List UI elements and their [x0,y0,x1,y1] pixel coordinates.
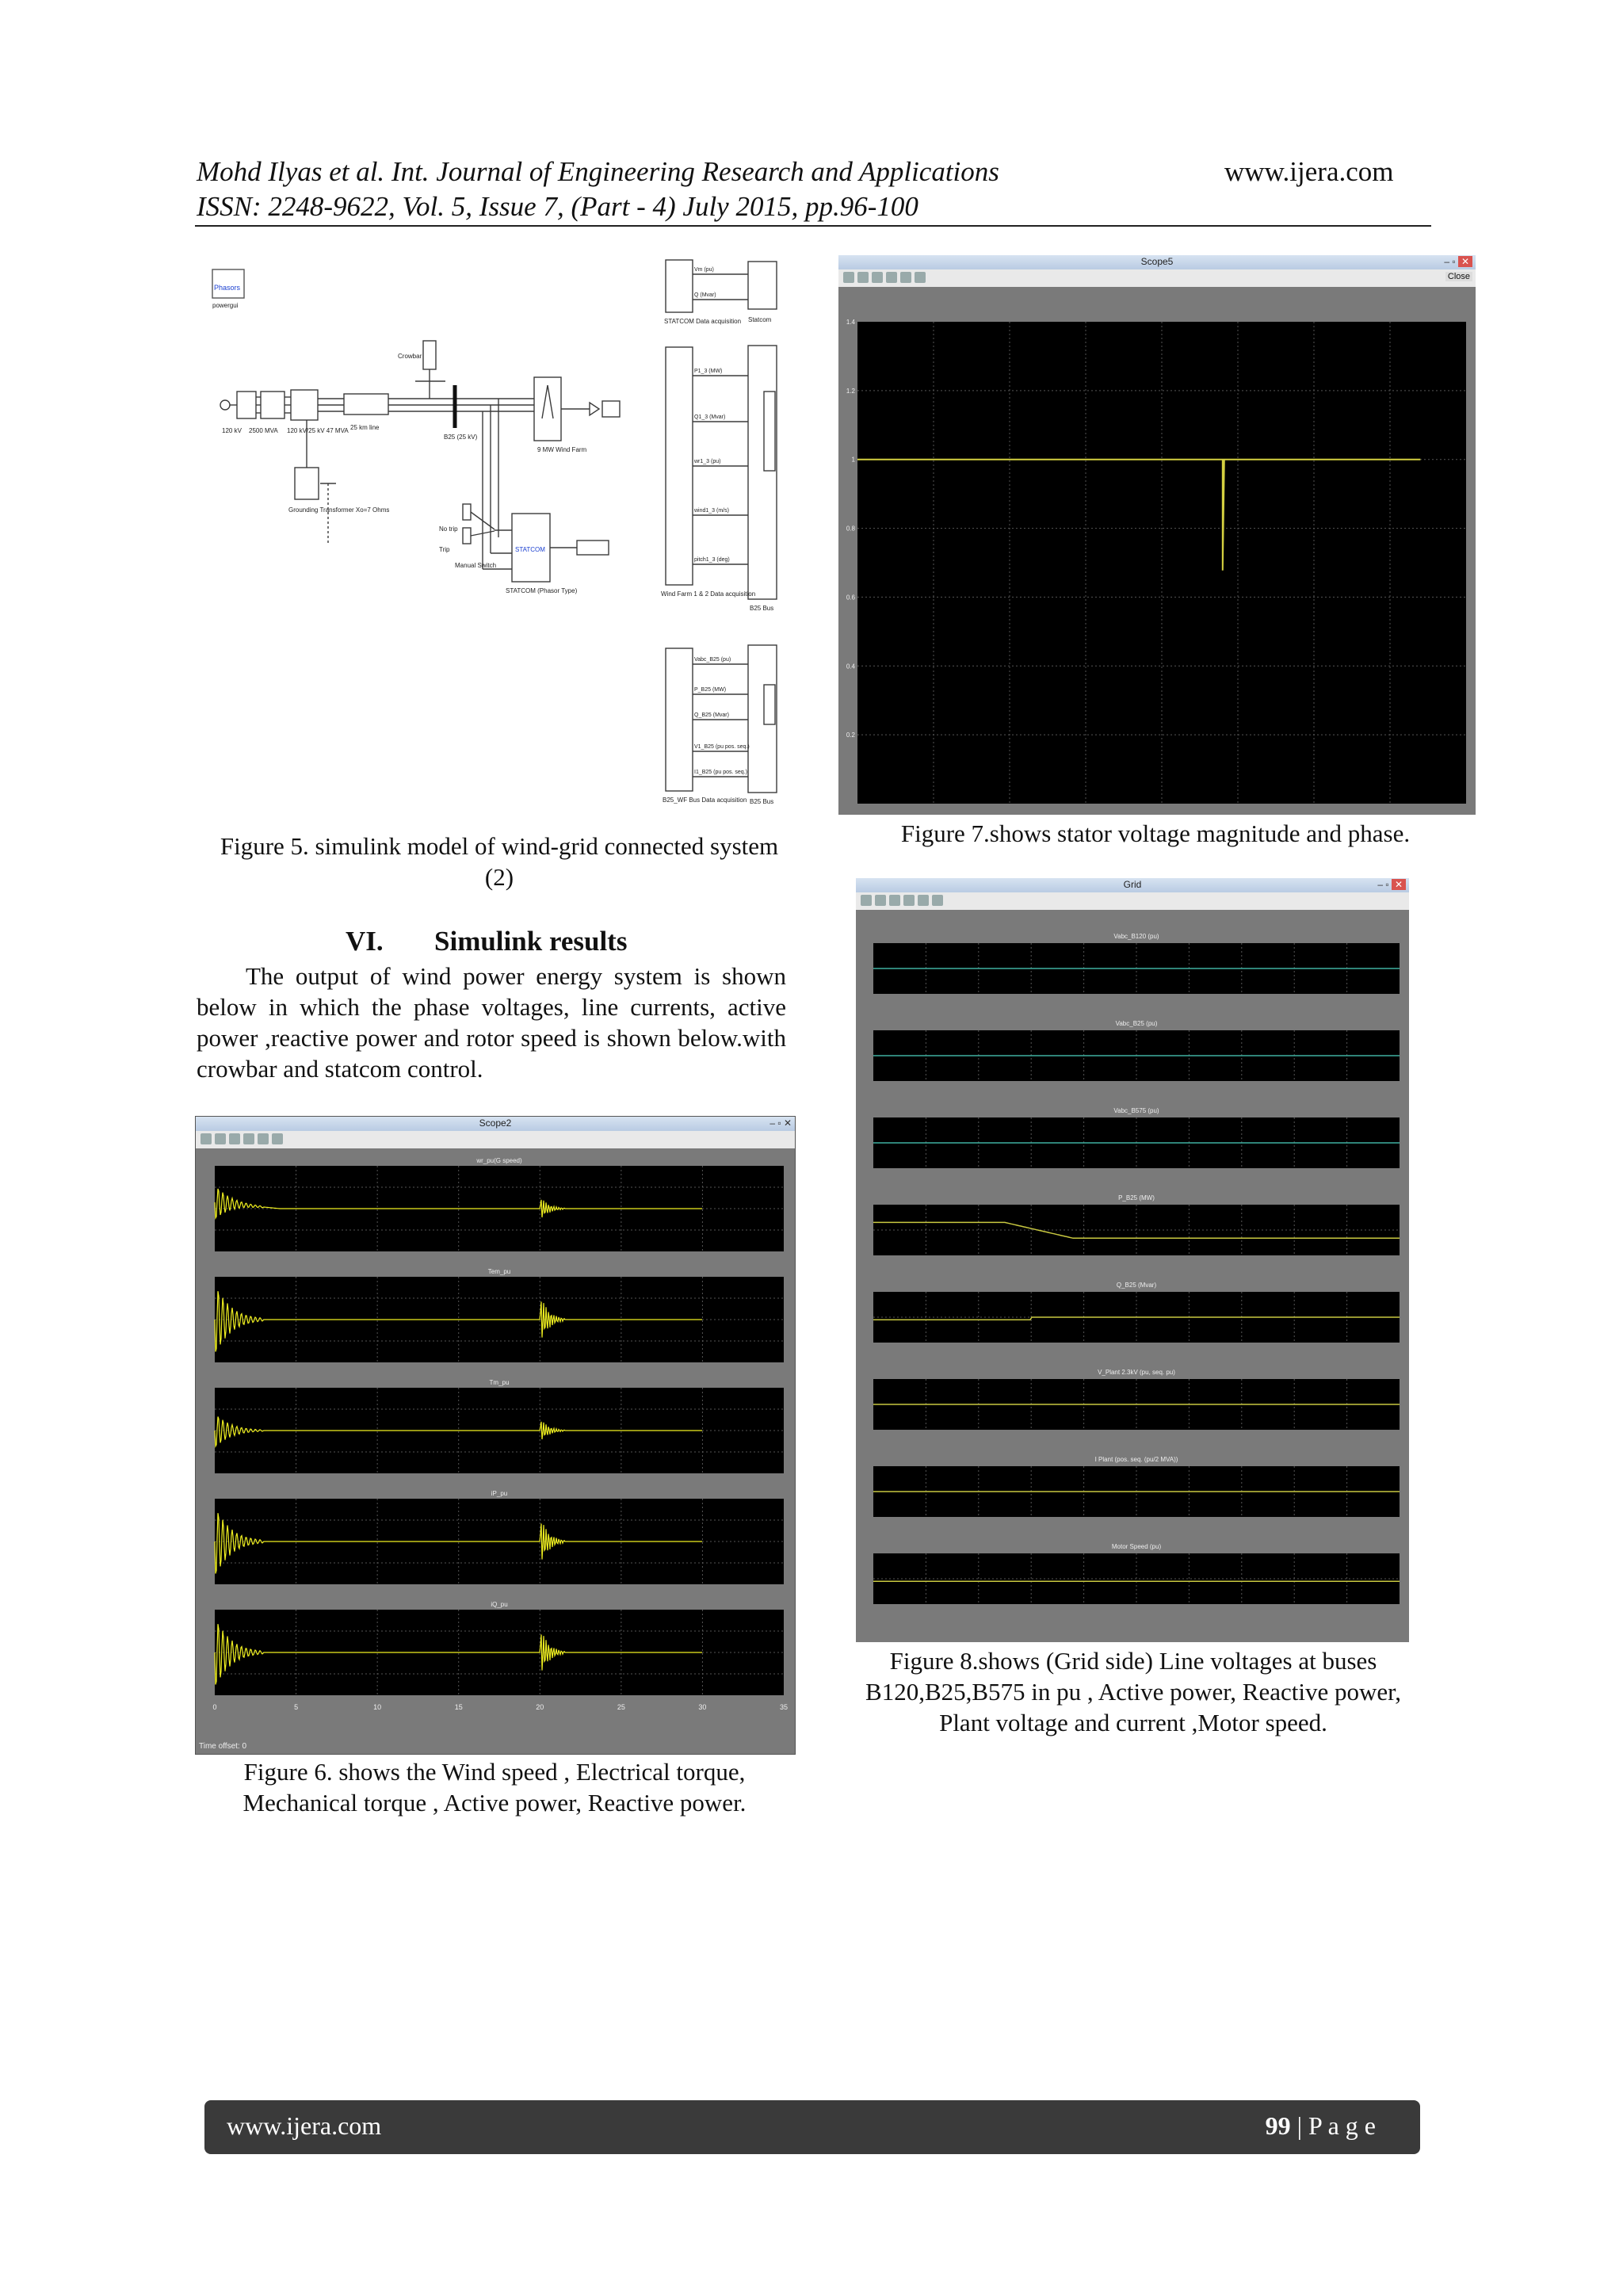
vm-label: Vm (pu) [694,267,714,273]
panel-title: Vabc_B120 (pu) [1113,933,1159,940]
y-tick-label: 0.2 [846,732,855,739]
x-tick-label: 5 [294,1703,299,1711]
section-number: VI. [346,926,384,957]
q-label: Q (Mvar) [694,292,716,298]
q1-label: Q1_3 (Mvar) [694,415,726,420]
zoom-in-icon[interactable] [872,272,883,283]
scope5-window-controls[interactable]: – ▫ ✕ [1444,256,1472,267]
panel-title: Vabc_B575 (pu) [1113,1107,1159,1114]
header-rule [195,225,1431,227]
pb25-label: P_B25 (MW) [694,687,727,693]
zoom-y-icon[interactable] [258,1133,269,1144]
scope2-toolbar [196,1131,795,1148]
panel-title: P_B25 (MW) [1118,1194,1155,1201]
page-number: 99 [1265,2111,1291,2140]
scope5-toolbar [838,269,1476,287]
x-tick-label: 35 [779,1703,789,1711]
vabc-label: Vabc_B25 (pu) [694,657,731,663]
autoscale-icon[interactable] [272,1133,283,1144]
windfarm-da-label: Wind Farm 1 & 2 Data acquisition [661,590,756,598]
pitch-label: pitch1_3 (deg) [694,557,730,563]
zoom-y-icon[interactable] [900,272,911,283]
print-icon[interactable] [861,895,872,906]
settings-icon[interactable] [875,895,886,906]
b25-label: B25 (25 kV) [444,434,478,441]
y-tick-label: 0.8 [846,525,855,533]
notrip-label: No trip [439,525,458,533]
settings-icon[interactable] [857,272,869,283]
footer-page [1266,2111,1376,2141]
print-icon[interactable] [843,272,854,283]
grid-plots [856,910,1409,1642]
x-tick-label: 10 [373,1703,382,1711]
autoscale-icon[interactable] [915,272,926,283]
zoom-x-icon[interactable] [243,1133,254,1144]
panel-title: Motor Speed (pu) [1111,1543,1162,1550]
b25bus-scope-label: B25 Bus [750,605,774,612]
panel-title: iQ_pu [491,1601,508,1608]
statcom-da-label: STATCOM Data acquisition [664,318,742,325]
figure-8-grid-window [856,878,1409,1642]
powergui-label: Phasors [214,284,241,292]
figure-7-scope5-window [838,255,1476,815]
scope2-titlebar [196,1117,795,1131]
panel-title: iP_pu [491,1490,508,1497]
panel-title: wr_pu(G speed) [476,1157,522,1164]
page-label: | P a g e [1290,2111,1376,2140]
grid-title: Grid [1123,879,1142,890]
line-label: 25 km line [350,424,380,431]
figure-7-caption: Figure 7.shows stator voltage magnitude and phase. [900,819,1411,847]
figure-6-scope2-window [195,1116,796,1755]
trip-label: Trip [439,546,450,553]
mva-label: 2500 MVA [249,427,278,434]
crowbar-label: Crowbar [398,353,422,360]
grid-window-controls[interactable]: – ▫ ✕ [1377,879,1406,890]
scope5-title: Scope5 [1140,256,1174,267]
y-tick-label: 0.6 [846,594,855,602]
scope5-titlebar [838,255,1476,269]
zoom-x-icon[interactable] [886,272,897,283]
panel-title: Tm_pu [489,1379,510,1386]
x-tick-label: 25 [617,1703,625,1711]
footer-site[interactable]: www.ijera.com [227,2111,382,2140]
section-title: Simulink results [434,926,628,957]
panel-title: I Plant (pos. seq. (pu/2 MVA)) [1094,1456,1178,1463]
statcom-scope-label: Statcom [748,316,772,323]
figure-5-simulink-model [201,252,780,816]
trafo-label: 120 kV/25 kV 47 MVA [287,427,349,434]
close-button[interactable]: Close [1445,272,1472,281]
x-tick-label: 15 [454,1703,463,1711]
scope5-plot [838,287,1476,815]
time-offset: Time offset: 0 [199,1742,247,1751]
b25wf-da-label: B25_WF Bus Data acquisition [663,797,747,804]
zoom-y-icon[interactable] [918,895,929,906]
y-tick-label: 1.2 [846,387,855,395]
figure-8-caption: Figure 8.shows (Grid side) Line voltages at buses B120,B25,B575 in pu , Active power, Reactive power, Plant voltage and current ,Motor speed. [865,1647,1401,1736]
v1-label: V1_B25 (pu pos. seq.) [694,744,750,750]
scope2-title: Scope2 [479,1117,512,1129]
x-tick-label: 30 [698,1703,707,1711]
autoscale-icon[interactable] [932,895,943,906]
journal-header-line1: Mohd Ilyas et al. Int. Journal of Engineering Research and Applications [197,156,999,187]
section-paragraph: The output of wind power energy system is shown below in which the phase voltages, line currents, active power ,reactive power and rotor speed is shown below.with crowbar and statcom control. [197,962,786,1083]
figure-5-caption: Figure 5. simulink model of wind-grid connected system (2) [220,832,779,891]
scope2-window-controls[interactable]: – ▫ ✕ [769,1117,792,1129]
manual-switch-label: Manual Switch [455,562,497,569]
zoom-in-icon[interactable] [889,895,900,906]
zoom-x-icon[interactable] [903,895,915,906]
p1-label: P1_3 (MW) [694,369,723,374]
powergui-sub: powergui [212,302,239,309]
x-tick-label: 0 [212,1703,217,1711]
settings-icon[interactable] [215,1133,226,1144]
zoom-in-icon[interactable] [229,1133,240,1144]
source-label: 120 kV [222,427,242,434]
panel-title: Q_B25 (Mvar) [1116,1282,1157,1289]
statcom-label: STATCOM [515,546,545,553]
wr-label: wr1_3 (pu) [694,459,721,464]
grid-titlebar [856,878,1409,892]
simulink-diagram [201,252,780,816]
farm-label: 9 MW Wind Farm [537,446,587,453]
y-tick-label: 1.4 [846,319,855,326]
i1-label: I1_B25 (pu pos. seq.) [694,770,747,775]
panel-title: Vabc_B25 (pu) [1115,1020,1158,1027]
x-tick-label: 20 [536,1703,544,1711]
b25bus-scope2-label: B25 Bus [750,798,774,805]
panel-title: Tem_pu [487,1268,511,1275]
statcom-sub: STATCOM (Phasor Type) [506,587,578,594]
panel-title: V_Plant 2.3kV (pu, seq. pu) [1098,1369,1175,1376]
print-icon[interactable] [200,1133,212,1144]
qb25-label: Q_B25 (Mvar) [694,712,729,718]
page-footer [204,2100,1420,2154]
grid-toolbar [856,892,1409,910]
figure-6-caption: Figure 6. shows the Wind speed , Electrical torque, Mechanical torque , Active power, Reactive power. [242,1758,747,1817]
grounding-label: Grounding Transformer Xo=7 Ohms [288,506,390,514]
y-tick-label: 1 [851,456,855,464]
journal-site-header[interactable]: www.ijera.com [1224,156,1394,187]
scope2-plots [196,1148,795,1754]
journal-header-line2: ISSN: 2248-9622, Vol. 5, Issue 7, (Part - 4) July 2015, pp.96-100 [197,191,918,222]
y-tick-label: 0.4 [846,663,855,670]
wind-label: wind1_3 (m/s) [694,508,729,514]
